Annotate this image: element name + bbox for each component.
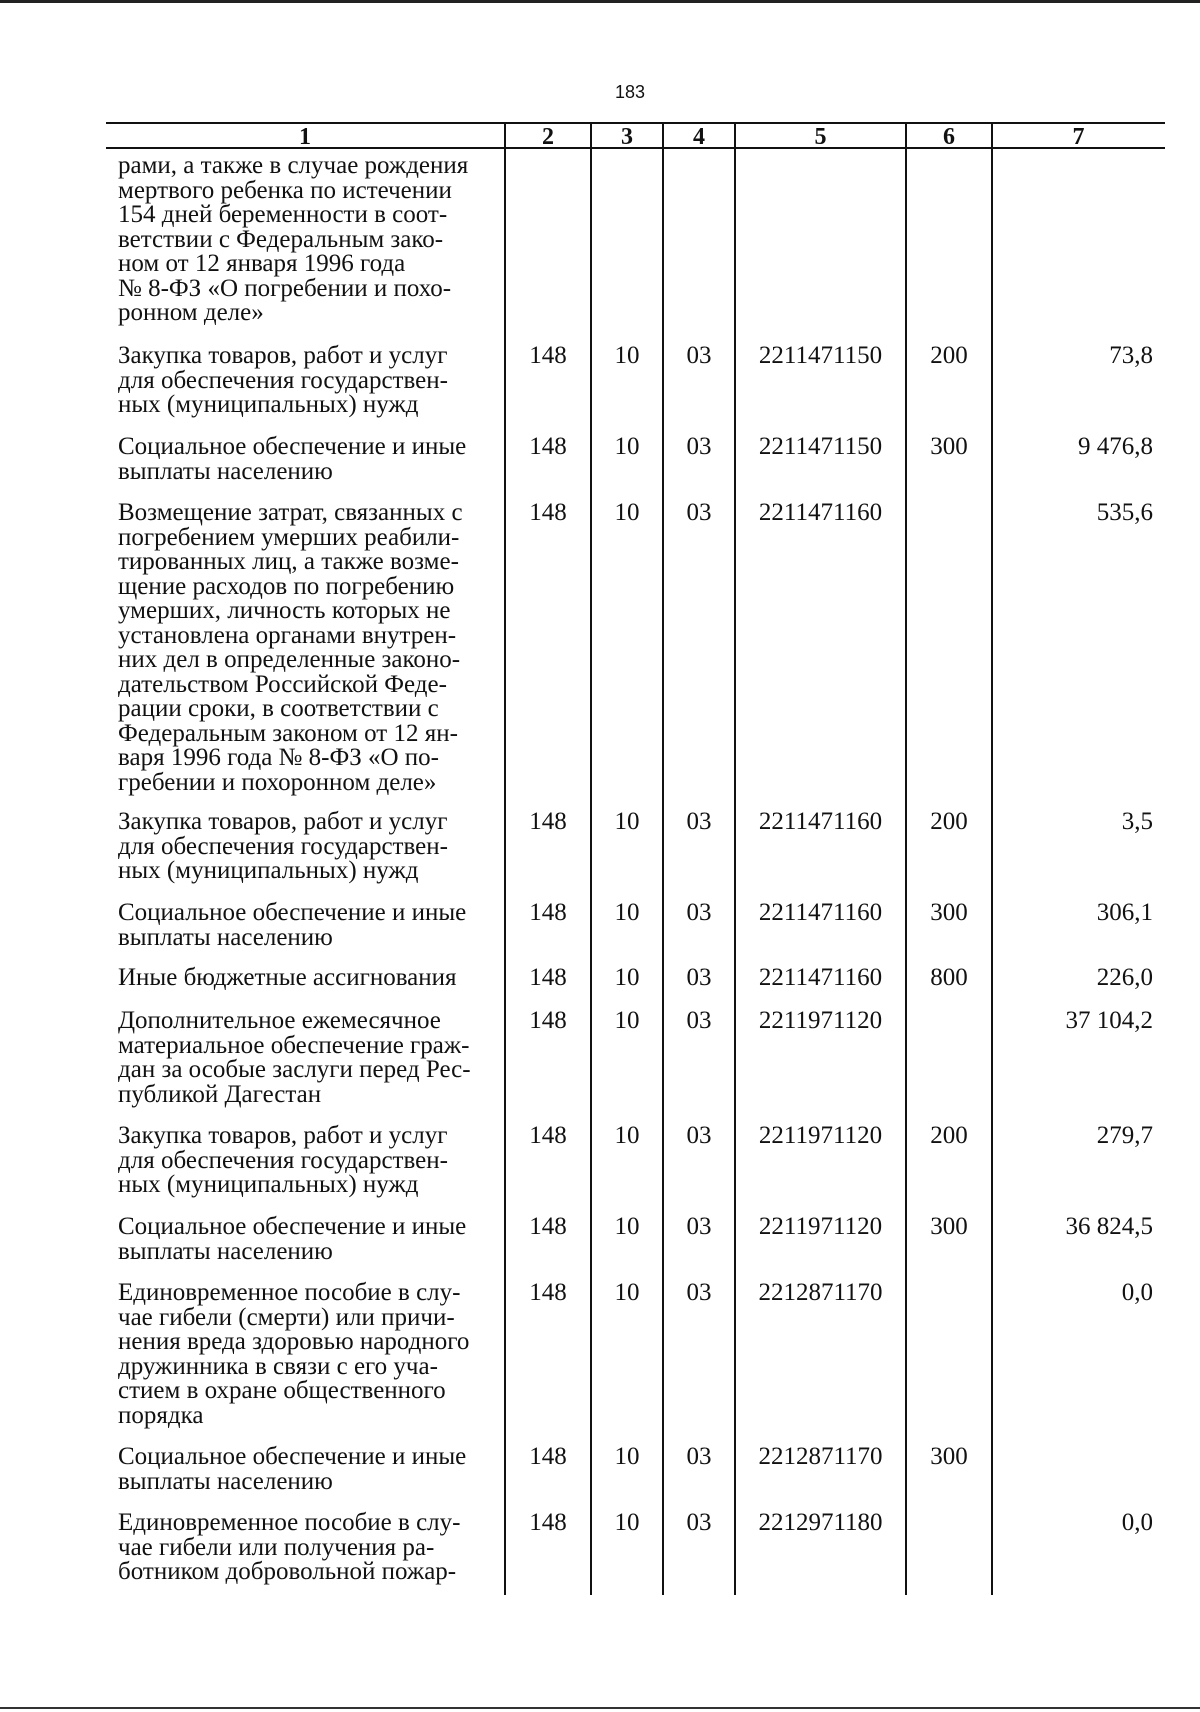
cell-section: 10 bbox=[614, 499, 640, 526]
cell-code: 148 bbox=[529, 964, 567, 991]
cell-expense-type: 300 bbox=[930, 1443, 968, 1470]
cell-section: 10 bbox=[614, 1122, 640, 1149]
cell-amount: 9 476,8 bbox=[1078, 433, 1153, 460]
cell-code: 148 bbox=[529, 1007, 567, 1034]
cell-section: 10 bbox=[614, 1509, 640, 1536]
cell-target-article: 2211471150 bbox=[758, 433, 883, 460]
cell-section: 10 bbox=[614, 1279, 640, 1306]
col-header: 2 bbox=[542, 124, 554, 150]
cell-amount: 279,7 bbox=[1096, 1122, 1153, 1149]
cell-section: 10 bbox=[614, 1007, 640, 1034]
row-description: Социальное обеспечение и иные выплаты населению bbox=[118, 899, 467, 951]
cell-expense-type: 800 bbox=[930, 964, 968, 991]
cell-target-article: 2211471160 bbox=[758, 499, 883, 526]
cell-subsection: 03 bbox=[686, 1443, 712, 1470]
row-description: Закупка товаров, работ и услуг для обеспечения государствен- ных (муниципальных) нужд bbox=[118, 1122, 448, 1198]
cell-subsection: 03 bbox=[686, 808, 712, 835]
cell-amount: 535,6 bbox=[1096, 499, 1153, 526]
cell-amount: 3,5 bbox=[1121, 808, 1153, 835]
cell-amount: 306,1 bbox=[1096, 899, 1153, 926]
cell-expense-type: 300 bbox=[930, 433, 968, 460]
cell-amount: 0,0 bbox=[1121, 1279, 1153, 1306]
col-header: 4 bbox=[693, 124, 705, 150]
cell-subsection: 03 bbox=[686, 499, 712, 526]
cell-code: 148 bbox=[529, 1122, 567, 1149]
cell-subsection: 03 bbox=[686, 899, 712, 926]
cell-code: 148 bbox=[529, 1509, 567, 1536]
row-description: Закупка товаров, работ и услуг для обеспечения государствен- ных (муниципальных) нужд bbox=[118, 808, 448, 884]
cell-code: 148 bbox=[529, 1443, 567, 1470]
cell-subsection: 03 bbox=[686, 964, 712, 991]
cell-code: 148 bbox=[529, 808, 567, 835]
row-description: Единовременное пособие в слу- чае гибели или получения ра- ботником добровольной пожар- bbox=[118, 1509, 461, 1585]
cell-target-article: 2211971120 bbox=[758, 1122, 883, 1149]
cell-expense-type: 300 bbox=[930, 1213, 968, 1240]
cell-amount: 226,0 bbox=[1096, 964, 1153, 991]
page-number: 183 bbox=[614, 82, 646, 102]
cell-amount: 37 104,2 bbox=[1065, 1007, 1153, 1034]
cell-subsection: 03 bbox=[686, 1509, 712, 1536]
col-header: 7 bbox=[1072, 124, 1085, 150]
cell-amount: 0,0 bbox=[1121, 1509, 1153, 1536]
cell-code: 148 bbox=[529, 499, 567, 526]
row-description: Дополнительное ежемесячное материальное обеспечение граж- дан за особые заслуги перед Рес- публикой Дагестан bbox=[118, 1007, 471, 1108]
cell-section: 10 bbox=[614, 964, 640, 991]
cell-code: 148 bbox=[529, 1213, 567, 1240]
cell-code: 148 bbox=[529, 1279, 567, 1306]
cell-subsection: 03 bbox=[686, 1279, 712, 1306]
cell-subsection: 03 bbox=[686, 1213, 712, 1240]
scan-top-border bbox=[0, 0, 1200, 3]
cell-section: 10 bbox=[614, 899, 640, 926]
row-description: Единовременное пособие в слу- чае гибели (смерти) или причи- нения вреда здоровью народного дружинника в связи с его уча- стием в охране общественного порядка bbox=[118, 1279, 470, 1429]
row-description: Социальное обеспечение и иные выплаты населению bbox=[118, 1213, 467, 1265]
row-description: рами, а также в случае рождения мертвого ребенка по истечении 154 дней беременности в соот- ветствии с Федеральным зако- ном от 12 января 1996 года № 8-ФЗ «О погребении и похо- ронном деле» bbox=[118, 152, 469, 326]
cell-amount: 36 824,5 bbox=[1065, 1213, 1153, 1240]
cell-section: 10 bbox=[614, 1443, 640, 1470]
cell-target-article: 2211471160 bbox=[758, 899, 883, 926]
cell-target-article: 2211471160 bbox=[758, 808, 883, 835]
cell-target-article: 2211471150 bbox=[758, 342, 883, 369]
cell-section: 10 bbox=[614, 342, 640, 369]
cell-subsection: 03 bbox=[686, 1007, 712, 1034]
cell-section: 10 bbox=[614, 808, 640, 835]
col-header: 6 bbox=[943, 124, 955, 150]
cell-target-article: 2211471160 bbox=[758, 964, 883, 991]
cell-target-article: 2211971120 bbox=[758, 1213, 883, 1240]
cell-code: 148 bbox=[529, 899, 567, 926]
row-description: Социальное обеспечение и иные выплаты населению bbox=[118, 433, 467, 485]
cell-code: 148 bbox=[529, 342, 567, 369]
cell-target-article: 2212971180 bbox=[758, 1509, 883, 1536]
row-description: Социальное обеспечение и иные выплаты населению bbox=[118, 1443, 467, 1495]
col-header: 3 bbox=[621, 124, 633, 150]
col-header: 5 bbox=[814, 124, 827, 150]
cell-expense-type: 300 bbox=[930, 899, 968, 926]
cell-target-article: 2212871170 bbox=[758, 1443, 883, 1470]
cell-section: 10 bbox=[614, 433, 640, 460]
row-description: Возмещение затрат, связанных с погребением умерших реабили- тированных лиц, а также возме- щение расходов по погребению умерших, личность которых не установлена органами внутрен- них дел в определенные законо- дательством Российской Феде- рации сроки, в соответствии с Федеральным законом от 12 ян- варя 1996 года № 8-ФЗ «О по- гребении и похоронном деле» bbox=[118, 499, 463, 796]
cell-target-article: 2212871170 bbox=[758, 1279, 883, 1306]
col-header: 1 bbox=[299, 124, 311, 150]
cell-target-article: 2211971120 bbox=[758, 1007, 883, 1034]
scan-bottom-border bbox=[0, 1707, 1200, 1709]
row-description: Закупка товаров, работ и услуг для обеспечения государствен- ных (муниципальных) нужд bbox=[118, 342, 448, 418]
cell-subsection: 03 bbox=[686, 433, 712, 460]
cell-amount: 73,8 bbox=[1109, 342, 1153, 369]
cell-expense-type: 200 bbox=[930, 342, 968, 369]
cell-section: 10 bbox=[614, 1213, 640, 1240]
cell-expense-type: 200 bbox=[930, 808, 968, 835]
cell-subsection: 03 bbox=[686, 342, 712, 369]
cell-expense-type: 200 bbox=[930, 1122, 968, 1149]
row-description: Иные бюджетные ассигнования bbox=[118, 964, 457, 991]
cell-code: 148 bbox=[529, 433, 567, 460]
cell-subsection: 03 bbox=[686, 1122, 712, 1149]
